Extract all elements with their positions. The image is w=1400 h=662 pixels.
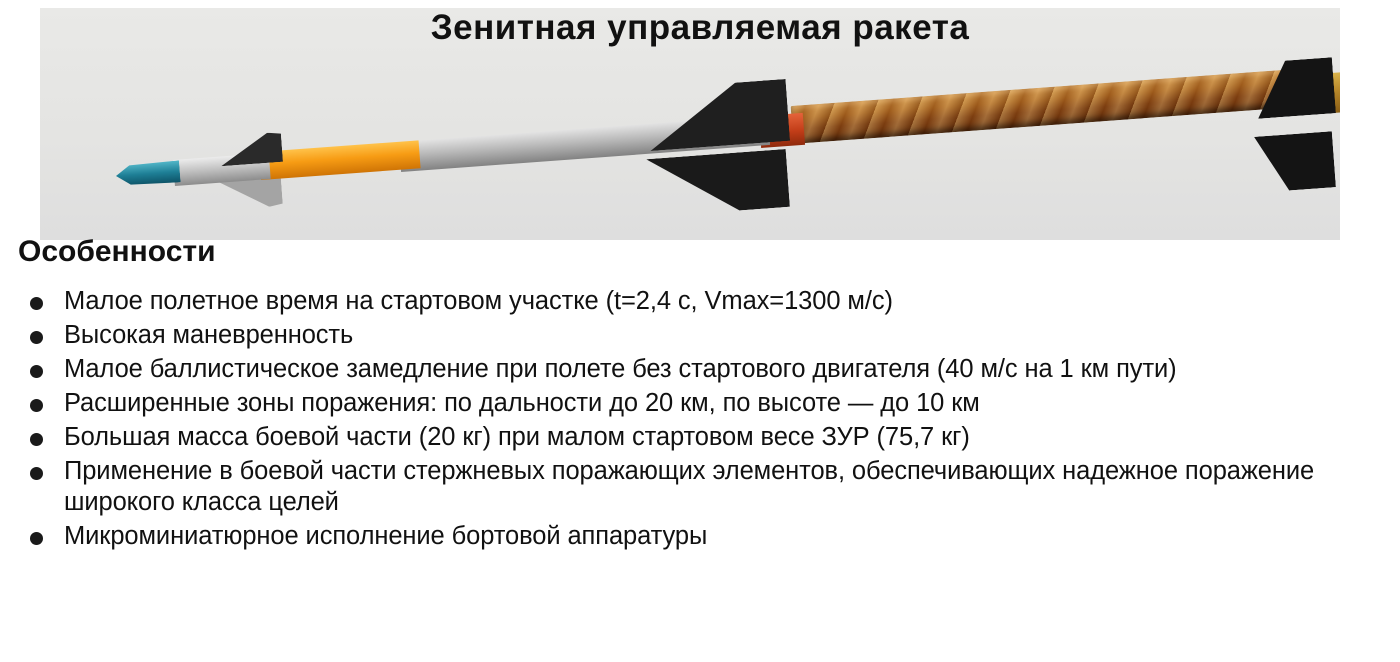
bullet-icon bbox=[30, 532, 43, 545]
page-title: Зенитная управляемая ракета bbox=[430, 8, 970, 47]
features-list bbox=[18, 286, 1383, 555]
rear-fin-lower-icon bbox=[1254, 131, 1336, 193]
list-item-text: Большая масса боевой части (20 кг) при малом стартовом весе ЗУР (75,7 кг) bbox=[64, 423, 970, 451]
forward-fin-upper-icon bbox=[219, 132, 283, 166]
bullet-icon bbox=[30, 331, 43, 344]
bullet-icon bbox=[30, 365, 43, 378]
nose-radome bbox=[115, 160, 180, 187]
list-item-text: Микроминиатюрное исполнение бортовой аппаратуры bbox=[64, 522, 708, 550]
list-item-text: Расширенные зоны поражения: по дальности до 20 км, по высоте — до 10 км bbox=[64, 389, 980, 417]
list-item-text: Применение в боевой части стержневых поражающих элементов, обеспечивающих надежное поражение широкого класса целей bbox=[64, 457, 1315, 516]
missile-illustration bbox=[70, 68, 1330, 198]
midbody-fin-lower-icon bbox=[646, 149, 790, 217]
features-heading: Особенности bbox=[18, 235, 216, 268]
list-item bbox=[18, 320, 1383, 351]
bullet-icon bbox=[30, 433, 43, 446]
list-item bbox=[18, 521, 1383, 552]
forward-fin-lower-icon bbox=[219, 178, 283, 210]
bullet-icon bbox=[30, 467, 43, 480]
list-item-text: Высокая маневренность bbox=[64, 321, 354, 349]
list-item-text: Малое баллистическое замедление при полете без стартового двигателя (40 м/с на 1 км пути) bbox=[64, 355, 1177, 383]
list-item bbox=[18, 456, 1383, 518]
bullet-icon bbox=[30, 399, 43, 412]
midbody-fin-upper-icon bbox=[646, 79, 790, 151]
list-item bbox=[18, 388, 1383, 419]
bullet-icon bbox=[30, 297, 43, 310]
orange-band-section bbox=[259, 140, 421, 180]
list-item bbox=[18, 354, 1383, 385]
booster-section bbox=[791, 67, 1322, 144]
list-item bbox=[18, 422, 1383, 453]
list-item bbox=[18, 286, 1383, 317]
list-item-text: Малое полетное время на стартовом участке (t=2,4 c, Vmax=1300 м/с) bbox=[64, 287, 893, 315]
